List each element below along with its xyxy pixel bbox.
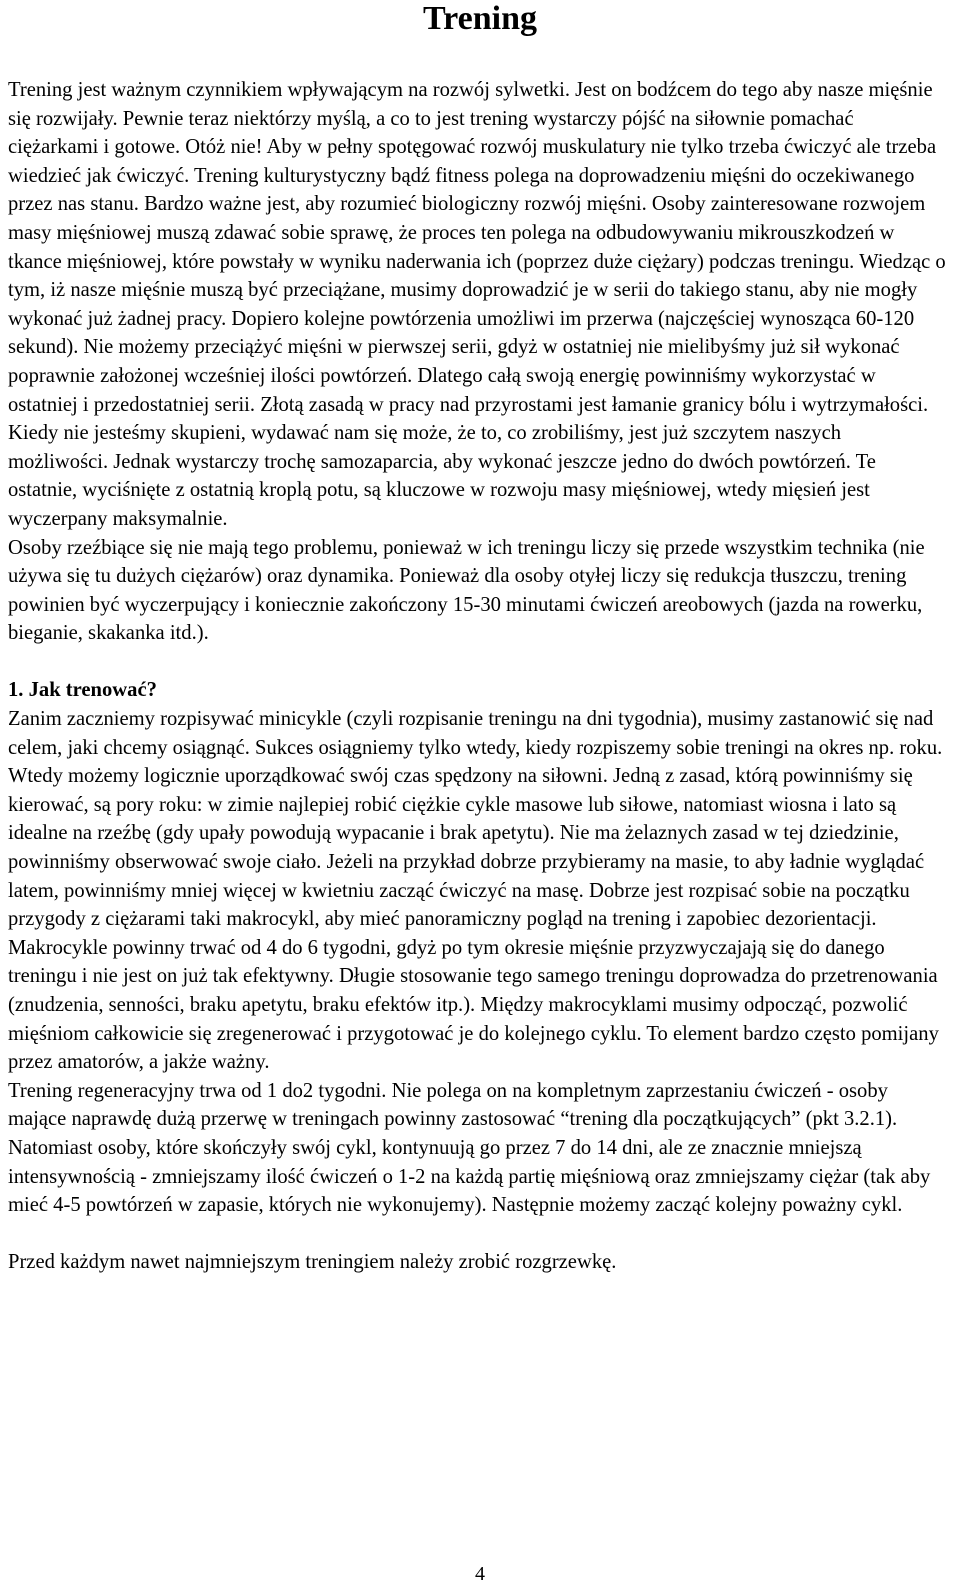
section-heading: 1. Jak trenować? [8, 679, 157, 702]
paragraph-regeneration: Trening regeneracyjny trwa od 1 do2 tygodni. Nie polega on na kompletnym zaprzestaniu ćwiczeń - osoby mające naprawdę dużą przerwę w treningach powinny zastosować “trening dla początkujących” (pkt 3.2.1). Natomiast osoby, które skończyły swój cykl, kontynuują go przez 7 do 14 dni, ale ze znacznie mniejszą intensywnością - zmniejszamy ilość ćwiczeń o 1-2 na każdą partię mięśniową oraz zmniejszamy ciężar (tak aby mieć 4-5 powtórzeń w zapasie, których nie wykonujemy). Następnie możemy zacząć kolejny poważny cykl. [8, 1079, 931, 1217]
document-title: Trening [423, 0, 537, 37]
page-number: 4 [475, 1563, 485, 1585]
paragraph-intro: Trening jest ważnym czynnikiem wpływającym na rozwój sylwetki. Jest on bodźcem do tego aby nasze mięśnie się rozwijały. Pewnie teraz niektórzy myślą, a co to jest trening wystarczy pójść na siłownie pomachać ciężarkami i gotowe. Otóż nie! Aby w pełny spotęgować rozwój muskulatury nie tylko trzeba ćwiczyć ale trzeba wiedzieć jak ćwiczyć. Trening kulturystyczny bądź fitness polega na doprowadzeniu mięśni do oczekiwanego przez nas stanu. Bardzo ważne jest, aby rozumieć biologiczny rozwój mięśni. Osoby zainteresowane rozwojem masy mięśniowej muszą zdawać sobie sprawę, że proces ten polega na odbudowywaniu mikrouszkodzeń w tkance mięśniowej, które powstały w wyniku naderwania ich (poprzez duże ciężary) podczas treningu. Wiedząc o tym, iż nasze mięśnie muszą być przeciążane, musimy doprowadzić je w serii do takiego stanu, aby nie mogły wykonać już żadnej pracy. Dopiero kolejne powtórzenia umożliwi im przerwa (najczęściej wynosząca 60-120 sekund). Nie możemy przeciążyć mięśni w pierwszej serii, gdyż w ostatniej nie mielibyśmy już sił wykonać poprawnie założonej wcześniej ilości powtórzeń. Dlatego całą swoją energię powinniśmy wykorzystać w ostatniej i przedostatniej serii. Złotą zasadą w pracy nad przyrostami jest łamanie granicy bólu i wytrzymałości. Kiedy nie jesteśmy skupieni, wydawać nam się może, że to, co zrobiliśmy, jest już szczytem naszych możliwości. Jednak wystarczy trochę samozaparcia, aby wykonać jeszcze jedno do dwóch powtórzeń. Te ostatnie, wyciśnięte z ostatnią kroplą potu, są kluczowe w rozwoju masy mięśniowej, wtedy mięsień jest wyczerpany maksymalnie. [8, 79, 946, 530]
paragraph-gap [8, 1220, 946, 1249]
paragraph-sculpting: Osoby rzeźbiące się nie mają tego problemu, ponieważ w ich treningu liczy się przede wszystkim technika (nie używa się tu dużych ciężarów) oraz dynamika. Ponieważ dla osoby otyłej liczy się redukcja tłuszczu, trening powinien być wyczerpujący i koniecznie zakończony 15-30 minutami ćwiczeń areobowych (jazda na rowerku, bieganie, skakanka itd.). [8, 536, 925, 645]
paragraph-how-to-train: Zanim zaczniemy rozpisywać minicykle (czyli rozpisanie treningu na dni tygodnia), musimy zastanowić się nad celem, jaki chcemy osiągnąć. Sukces osiągniemy tylko wtedy, kiedy rozpiszemy sobie treningi na okres np. roku. Wtedy możemy logicznie uporządkować swój czas spędzony na siłowni. Jedną z zasad, którą powinniśmy się kierować, są pory roku: w zimie najlepiej robić ciężkie cykle masowe lub siłowe, natomiast wiosna i lato są idealne na rzeźbę (gdy upały powodują wypacanie i brak apetytu). Nie ma żelaznych zasad w tej dziedzinie, powinniśmy obserwować swoje ciało. Jeżeli na przykład dobrze przybieramy na masie, to aby ładnie wyglądać latem, powinniśmy mniej więcej w kwietniu zacząć ćwiczyć na masę. Dobrze jest rozpisać sobie na początku przygody z ciężarami taki makrocykl, aby mieć panoramiczny pogląd na trening i zapobiec dezorientacji. Makrocykle powinny trwać od 4 do 6 tygodni, gdyż po tym okresie mięśnie przyzwyczajają się do danego treningu i nie jest on już tak efektywny. Długie stosowanie tego samego treningu doprowadza do przetrenowania (znudzenia, senności, braku apetytu, braku efektów itp.). Między makrocyklami musimy odpocząć, pozwolić mięśniom całkowicie się zregenerować i przygotować je do kolejnego cyklu. To element bardzo często pomijany przez amatorów, a jakże ważny. [8, 708, 943, 1074]
document-body [8, 76, 946, 1277]
paragraph-warmup: Przed każdym nawet najmniejszym treningiem należy zrobić rozgrzewkę. [8, 1251, 617, 1274]
paragraph-gap [8, 648, 946, 677]
